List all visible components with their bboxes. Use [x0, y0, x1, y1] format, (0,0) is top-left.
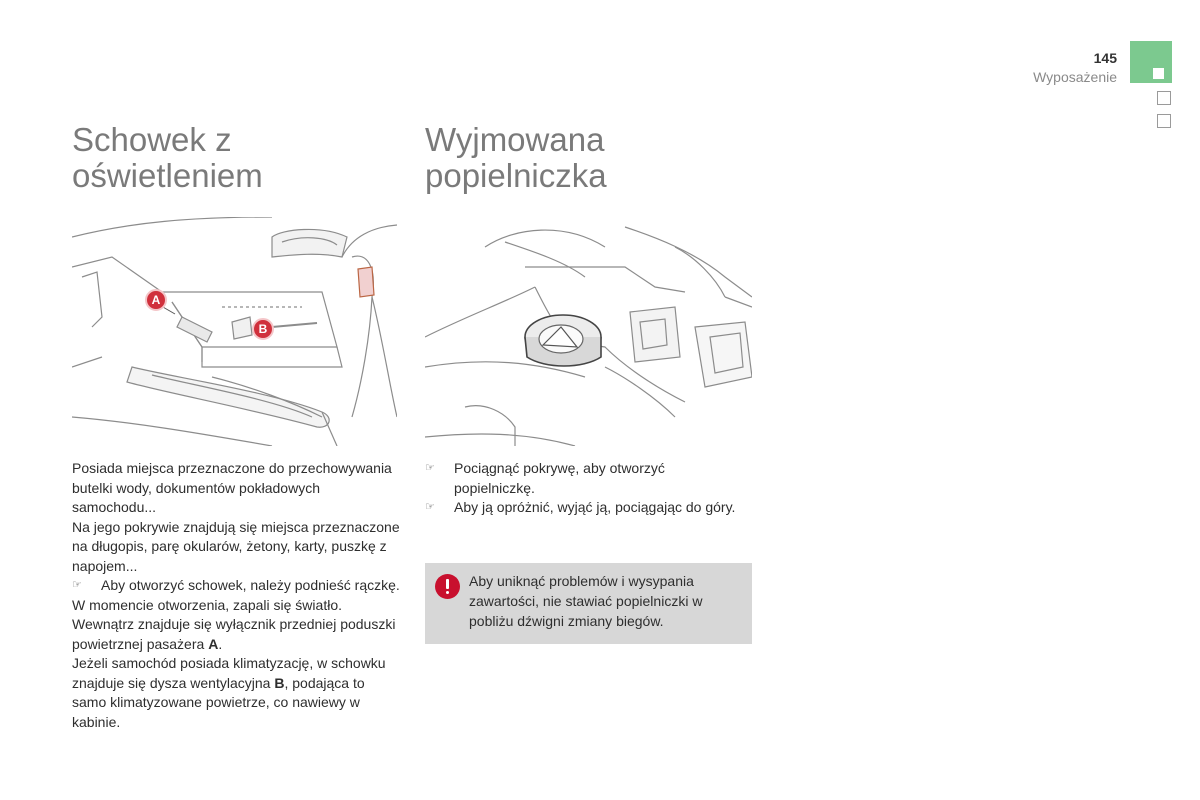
ashtray-instructions	[425, 459, 745, 518]
ashtray-title-line2: popielniczka	[425, 157, 607, 194]
airbag-text-end: .	[218, 635, 223, 652]
airbag-text: Wewnątrz znajduje się wyłącznik przedniej poduszki powietrznej pasażera	[72, 616, 396, 652]
callout-b-label: B	[258, 322, 268, 336]
vent-ref: B	[274, 674, 285, 691]
glovebox-paragraph-lid: Na jego pokrywie znajdują się miejsca przeznaczone na długopis, parę okularów, żetony, karty, puszkę z napojem...	[72, 518, 400, 574]
ashtray-title-line1: Wyjmowana	[425, 121, 605, 158]
hand-pointer-icon: ☞	[425, 501, 435, 513]
glovebox-paragraph-storage: Posiada miejsca przeznaczone do przechowywania butelki wody, dokumentów pokładowych samochodu...	[72, 460, 392, 515]
glovebox-paragraph-airbag	[72, 615, 402, 654]
glovebox-instruction-text: Aby otworzyć schowek, należy podnieść rączkę.	[101, 577, 400, 593]
ashtray-illustration	[425, 217, 752, 446]
ashtray-step-empty-text: Aby ją opróżnić, wyjąć ją, pociągając do góry.	[454, 499, 736, 515]
glovebox-description	[72, 459, 402, 732]
ashtray-step-open-text: Pociągnąć pokrywę, aby otworzyć popielniczkę.	[454, 460, 665, 496]
callout-b	[252, 318, 274, 340]
glovebox-title-line1: Schowek z	[72, 121, 232, 158]
tab-marker	[1153, 68, 1164, 79]
glovebox-paragraph-light: W momencie otworzenia, zapali się światło.	[72, 596, 342, 613]
vent-text: Jeżeli samochód posiada klimatyzację, w schowku znajduje się dysza wentylacyjna	[72, 655, 386, 691]
ashtray-step-empty	[425, 498, 745, 518]
glovebox-instruction	[72, 576, 402, 596]
airbag-ref: A	[208, 635, 219, 652]
glovebox-title	[72, 122, 263, 194]
glovebox-illustration	[72, 217, 397, 446]
glovebox-title-line2: oświetleniem	[72, 157, 263, 194]
chapter-tab	[1157, 91, 1171, 105]
vent-text-end: , podająca to samo klimatyzowane powietrze, co nawiewy w kabinie.	[72, 674, 365, 730]
chapter-tab-active	[1130, 41, 1172, 83]
callout-a	[145, 289, 167, 311]
hand-pointer-icon: ☞	[72, 579, 82, 591]
warning-text: Aby uniknąć problemów i wysypania zawartości, nie stawiać popielniczki w pobliżu dźwigni zmiany biegów.	[469, 573, 703, 629]
ashtray-title	[425, 122, 607, 194]
chapter-tab	[1157, 114, 1171, 128]
section-name: Wyposażenie	[1033, 69, 1117, 85]
callout-a-label: A	[151, 293, 161, 307]
glovebox-paragraph-vent	[72, 654, 402, 732]
hand-pointer-icon: ☞	[425, 462, 435, 474]
warning-box	[425, 563, 752, 644]
page-number: 145	[1093, 50, 1117, 66]
ashtray-step-open	[425, 459, 745, 498]
exclamation-icon	[435, 574, 460, 599]
